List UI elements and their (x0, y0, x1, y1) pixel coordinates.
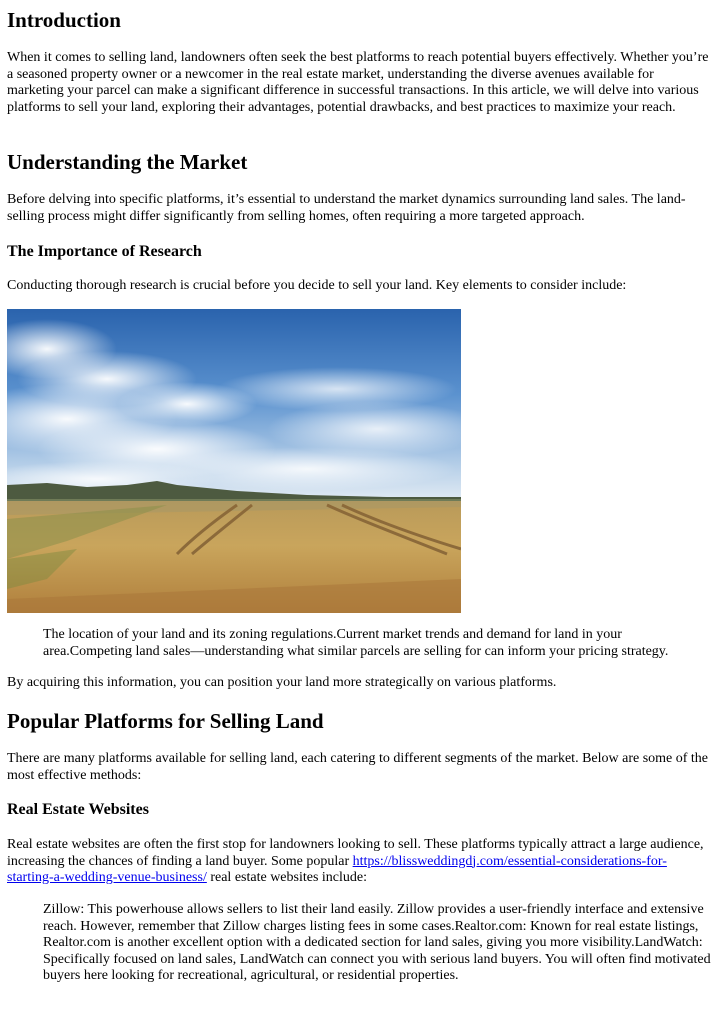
websites-text-before: Real estate websites are often the first stop for landowners looking to sell. These platforms typically attract a large audience, increasing the chances of finding a land buyer. Some popular (7, 837, 704, 869)
research-list: The location of your land and its zoning regulations.Current market trends and demand for land in your area.Competing land sales—understanding what similar parcels are selling for can inform your pricing strategy. (43, 627, 669, 659)
wedding-venue-link[interactable]: https://blissweddingdj.com/essential-considerations-for-starting-a-wedding-venue-business/ (7, 853, 667, 885)
websites-paragraph (7, 837, 713, 887)
websites-list: Zillow: This powerhouse allows sellers to list their land easily. Zillow provides a user-friendly interface and extensive reach. However, remember that Zillow charges listing fees in some cases.Realtor.com: Known for real estate listings, Realtor.com is another excellent option with a dedicated section for land sales, giving you more visibility.LandWatch: Specifically focused on land sales, LandWatch can connect you with serious land buyers. You will often find motivated buyers here looking for recreational, agricultural, or residential properties. (43, 902, 711, 983)
heading-understanding-market: Understanding the Market (7, 150, 248, 174)
heading-introduction: Introduction (7, 8, 121, 32)
research-paragraph: Conducting thorough research is crucial before you decide to sell your land. Key elements to consider include: (7, 278, 627, 293)
websites-text-after: real estate websites include: (206, 870, 368, 885)
heading-importance-of-research: The Importance of Research (7, 243, 202, 260)
intro-paragraph: When it comes to selling land, landowners often seek the best platforms to reach potential buyers effectively. Whether you’re a seasoned property owner or a newcomer in the real estate market, understanding the diverse avenues available for marketing your parcel can make a significant difference in successful transactions. In this article, we will delve into various platforms to sell your land, exploring their advantages, potential drawbacks, and best practices to maximize your reach. (7, 50, 709, 115)
market-paragraph: Before delving into specific platforms, it’s essential to understand the market dynamics surrounding land sales. The land-selling process might differ significantly from selling homes, often requiring a more targeted approach. (7, 192, 686, 224)
heading-popular-platforms: Popular Platforms for Selling Land (7, 709, 324, 733)
heading-real-estate-websites: Real Estate Websites (7, 801, 149, 818)
position-paragraph: By acquiring this information, you can position your land more strategically on various platforms. (7, 675, 557, 690)
landscape-image (7, 309, 461, 613)
platforms-paragraph: There are many platforms available for selling land, each catering to different segments of the market. Below are some of the most effective methods: (7, 751, 709, 783)
wheat-field-photo (7, 309, 461, 613)
